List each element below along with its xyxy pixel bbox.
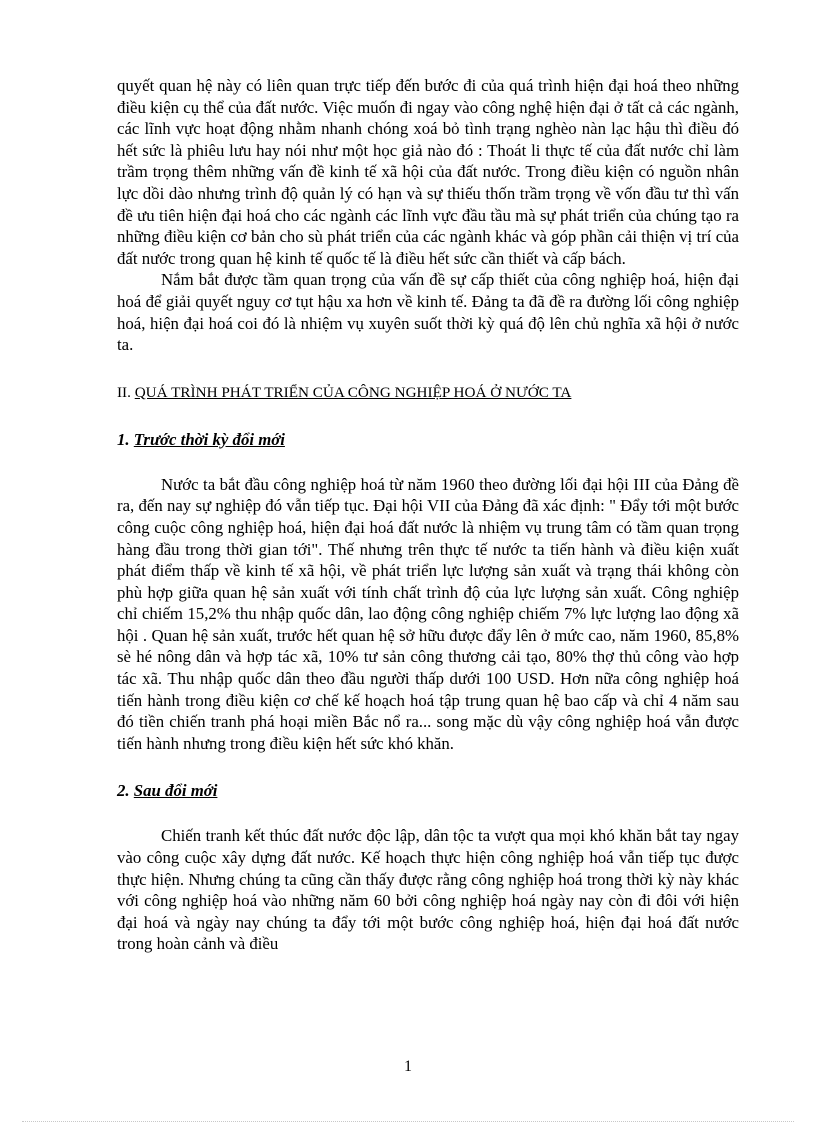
subsection-title: Sau đổi mới bbox=[133, 781, 218, 801]
subsection-heading bbox=[117, 780, 739, 802]
document-body bbox=[117, 75, 739, 955]
body-paragraph: Chiến tranh kết thúc đất nước độc lập, dân tộc ta vượt qua mọi khó khăn bắt tay ngay vào công cuộc xây dựng đất nước. Kế hoạch thực hiện công nghiệp hoá vẫn tiếp tục được thực hiện. Nhưng chúng ta cũng cần thấy được rằng công nghiệp hoá trong thời kỳ này khác với công nghiệp hoá vào những năm 60 bởi công nghiệp hoá ngày nay còn đi đôi với hiện đại hoá và ngày nay chúng ta đẩy tới một bước công nghiệp hoá, hiện đại hoá đất nước trong hoàn cảnh và điều bbox=[117, 826, 739, 954]
body-paragraph: Nắm bắt được tầm quan trọng của vấn đề sự cấp thiết của công nghiệp hoá, hiện đại hoá để giải quyết nguy cơ tụt hậu xa hơn về kinh tế. Đảng ta đã đề ra đường lối công nghiệp hoá, hiện đại hoá coi đó là nhiệm vụ xuyên suốt thời kỳ quá độ lên chủ nghĩa xã hội ở nước ta. bbox=[117, 270, 739, 355]
section-number: II. bbox=[117, 383, 131, 401]
section-title: QUÁ TRÌNH PHÁT TRIỂN CỦA CÔNG NGHIỆP HOÁ Ở NƯỚC TA bbox=[134, 383, 572, 401]
section-heading bbox=[117, 383, 739, 403]
page-number: 1 bbox=[404, 1058, 412, 1075]
subsection-number: 2. bbox=[117, 781, 130, 801]
body-paragraph: quyết quan hệ này có liên quan trực tiếp đến bước đi của quá trình hiện đại hoá theo những điều kiện cụ thể của đất nước. Việc muốn đi ngay vào công nghệ hiện đại ở tất cả các ngành, các lĩnh vực hoạt động nhằm nhanh chóng xoá bỏ tình trạng nghèo nàn lạc hậu thì điều đó hết sức là phiêu lưu hay nói như một học giả nào đó : Thoát li thực tế của đất nước chỉ làm trầm trọng thêm những vấn đề kinh tế xã hội của đất nước. Trong điều kiện có nguồn nhân lực dồi dào nhưng trình độ quản lý có hạn và sự thiếu thốn trầm trọng về vốn đầu tư thì vấn đề ưu tiên hiện đại hoá cho các ngành các lĩnh vực đầu tầu mà sự phát triển của chúng tạo ra những điều kiện cơ bản cho sù phát triển của các ngành khác và góp phần cải thiện vị trí của đất nước trong quan hệ kinh tế quốc tế là điều hết sức cần thiết và cấp bách. bbox=[117, 76, 739, 268]
page-bottom-divider bbox=[22, 1121, 794, 1122]
subsection-number: 1. bbox=[117, 429, 130, 449]
subsection-heading bbox=[117, 429, 739, 451]
body-paragraph: Nước ta bắt đầu công nghiệp hoá từ năm 1960 theo đường lối đại hội III của Đảng đề ra, đến nay sự nghiệp đó vẫn tiếp tục. Đại hội VII của Đảng đã xác định: " Đẩy tới một bước công cuộc công nghiệp hoá, hiện đại hoá đất nước là nhiệm vụ trung tâm có tầm quan trọng hàng đầu trong thời gian tới". Thế nhưng trên thực tế nước ta tiến hành và điều kiện xuất phát điểm thấp về kinh tế xã hội, về phát triển lực lượng sản xuất và trạng thái không còn phù hợp giữa quan hệ sản xuất với tính chất trình độ của lực lượng sản xuất. Công nghiệp chỉ chiếm 15,2% thu nhập quốc dân, lao động công nghiệp chiếm 7% lực lượng lao động xã hội . Quan hệ sản xuất, trước hết quan hệ sở hữu được đẩy lên ở mức cao, năm 1960, 85,8% sè hé nông dân và hợp tác xã, 10% tư sản công thương cải tạo, 80% thợ thủ công vào hợp tác xã. Thu nhập quốc dân theo đầu người thấp dưới 100 USD. Hơn nữa công nghiệp hoá tiến hành trong điều kiện cơ chế kế hoạch hoá tập trung quan hệ bao cấp và chỉ 4 năm sau đó tiền chiến tranh phá hoại miền Bắc nổ ra... song mặc dù vậy công nghiệp hoá vẫn được tiến hành nhưng trong điều kiện hết sức khó khăn. bbox=[117, 474, 739, 753]
subsection-title: Trước thời kỳ đổi mới bbox=[133, 429, 285, 449]
